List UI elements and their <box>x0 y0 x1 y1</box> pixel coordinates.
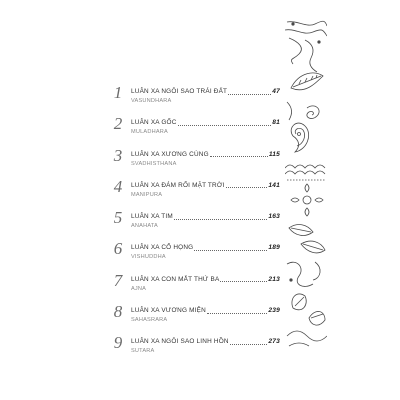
dot-leader <box>230 343 268 345</box>
chapter-title-row <box>131 307 280 315</box>
chapter-title-row <box>131 119 280 127</box>
chapter-number: 9 <box>113 333 123 353</box>
chapter-title-row <box>131 182 280 190</box>
dot-leader <box>174 218 268 220</box>
chapter-title-row <box>131 213 280 221</box>
toc-entry-2[interactable] <box>112 115 280 145</box>
chapter-title: LUÂN XA NGÔI SAO TRÁI ĐẤT <box>131 88 228 95</box>
floral-paisley-icon <box>285 18 327 351</box>
table-of-contents <box>112 84 280 366</box>
chapter-subtitle: AJNA <box>131 285 147 292</box>
page-number: 213 <box>268 275 280 283</box>
page-number: 141 <box>268 181 280 189</box>
chapter-title: LUÂN XA GỐC <box>131 119 177 127</box>
chapter-title: LUÂN XA NGÔI SAO LINH HỒN <box>131 338 229 346</box>
toc-entry-9[interactable] <box>112 334 280 364</box>
chapter-title: LUÂN XA TIM <box>131 213 173 221</box>
chapter-subtitle: MULADHARA <box>131 129 168 136</box>
chapter-subtitle: ANAHATA <box>131 223 158 230</box>
toc-entry-4[interactable] <box>112 178 280 208</box>
toc-entry-5[interactable] <box>112 209 280 239</box>
chapter-title: LUÂN XA ĐÁM RỐI MẶT TRỜI <box>131 181 225 189</box>
chapter-subtitle: SUTARA <box>131 348 155 355</box>
chapter-title: LUÂN XA CON MẮT THỨ BA <box>131 275 220 283</box>
chapter-subtitle: VISHUDDHA <box>131 254 166 261</box>
chapter-number: 1 <box>113 83 123 102</box>
page-number: 163 <box>268 213 280 221</box>
chapter-title-row <box>131 244 280 252</box>
page-number: 273 <box>268 338 280 346</box>
page-number: 81 <box>272 119 280 127</box>
toc-entry-1[interactable] <box>112 84 280 114</box>
floral-border-decoration <box>285 18 327 351</box>
chapter-title-row <box>131 338 280 346</box>
chapter-subtitle: VASUNDHARA <box>131 98 172 104</box>
dot-leader <box>226 186 268 188</box>
chapter-title-row <box>131 88 280 96</box>
toc-entry-7[interactable] <box>112 272 280 302</box>
page-number: 189 <box>268 244 280 252</box>
chapter-number: 6 <box>113 239 123 259</box>
dot-leader <box>220 280 267 282</box>
dot-leader <box>210 155 268 157</box>
chapter-number: 8 <box>113 302 123 322</box>
toc-entry-3[interactable] <box>112 147 280 177</box>
dot-leader <box>207 312 267 314</box>
dot-leader <box>194 249 267 251</box>
dot-leader <box>228 93 271 95</box>
chapter-subtitle: MANIPURA <box>131 191 163 198</box>
chapter-subtitle: SAHASRARA <box>131 317 168 324</box>
chapter-title: LUÂN XA CỔ HỌNG <box>131 244 194 252</box>
page-number: 115 <box>268 150 280 158</box>
chapter-subtitle: SVADHISTHANA <box>131 160 177 167</box>
toc-entry-8[interactable] <box>112 303 280 333</box>
chapter-number: 5 <box>113 208 123 228</box>
chapter-title: LUÂN XA XƯƠNG CÙNG <box>131 150 209 158</box>
toc-entry-6[interactable] <box>112 240 280 270</box>
chapter-title-row <box>131 276 280 284</box>
chapter-number: 4 <box>113 176 123 196</box>
dot-leader <box>178 124 272 126</box>
chapter-number: 7 <box>113 270 123 290</box>
chapter-title-row <box>131 151 280 159</box>
chapter-number: 2 <box>113 114 123 134</box>
chapter-title: LUÂN XA VƯƠNG MIỆN <box>131 307 206 315</box>
chapter-number: 3 <box>113 145 123 165</box>
page-number: 47 <box>272 88 280 95</box>
page-number: 239 <box>268 307 280 315</box>
